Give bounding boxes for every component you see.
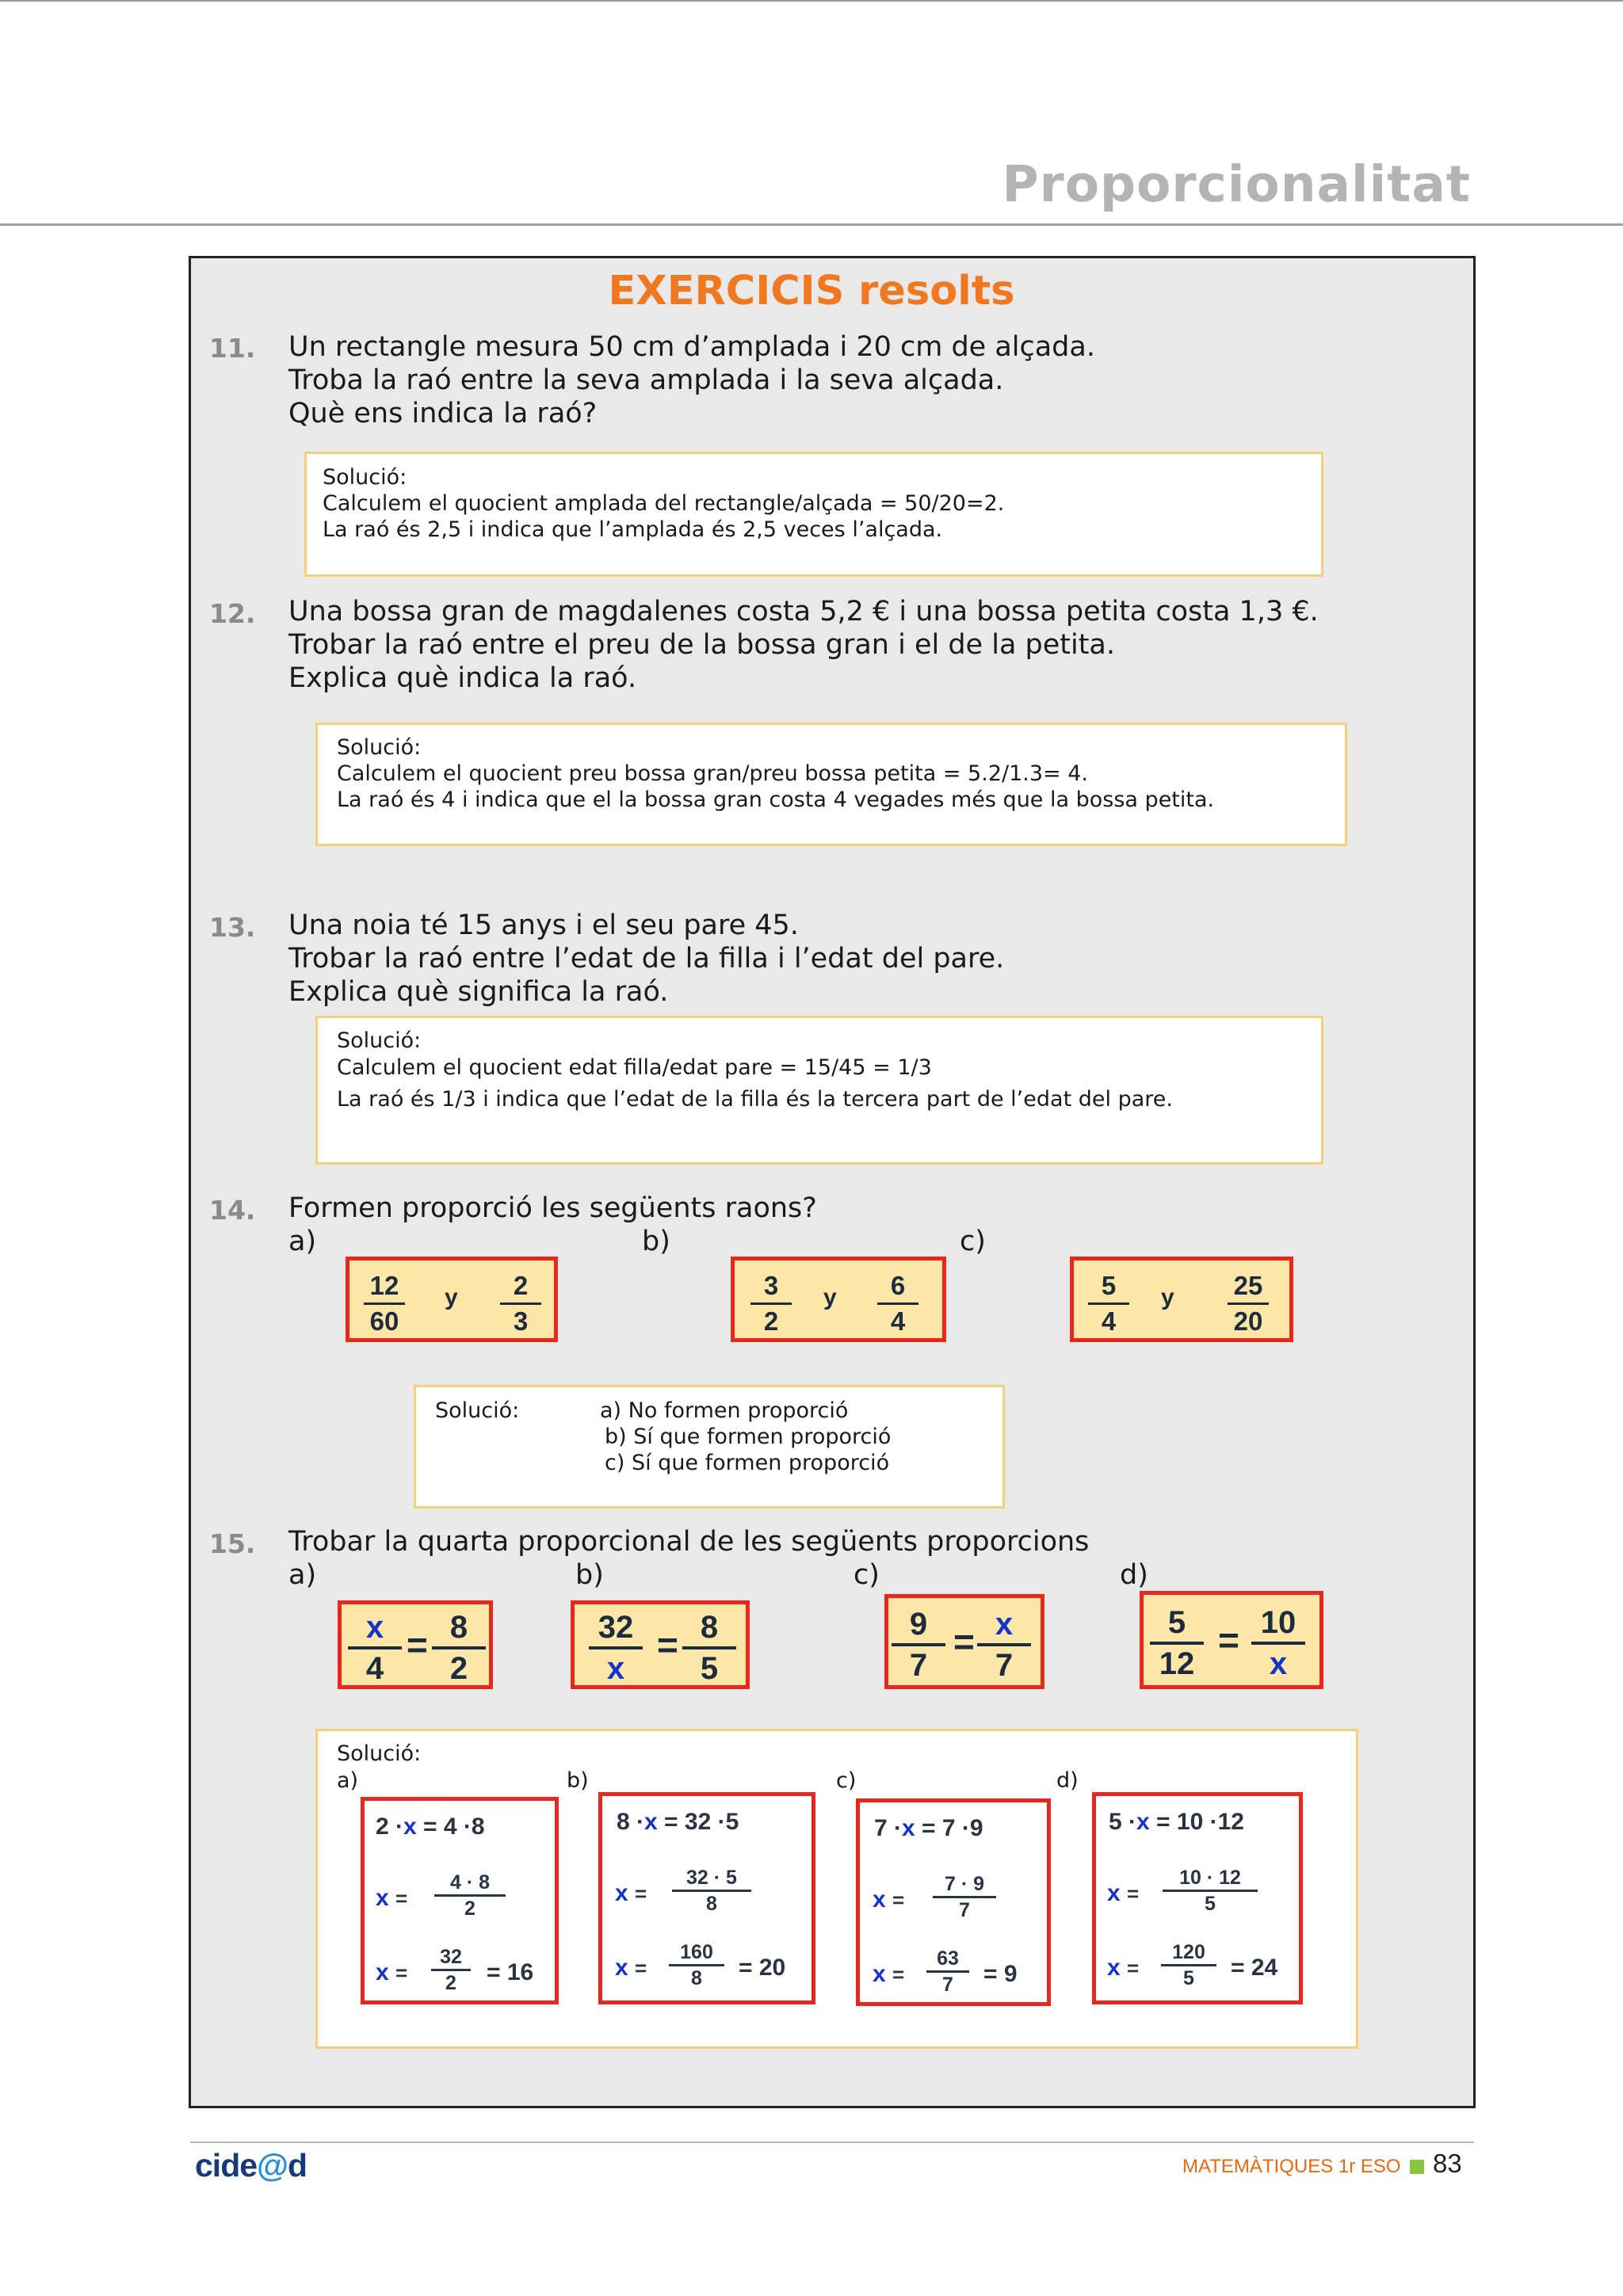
step-equation: 8 ·x = 32 ·5 [617,1809,739,1835]
worked-label: c) [836,1768,857,1793]
proportion-box [1140,1591,1323,1689]
page-number: 83 [1433,2149,1462,2178]
numerator: 9 [909,1607,928,1642]
worked-solution-box [1092,1792,1303,2004]
option-label: b) [575,1559,604,1591]
denominator: 4 [890,1306,906,1336]
solution-label: Solució: [337,735,422,760]
connector-word: y [1161,1284,1174,1310]
connector-word: y [445,1284,458,1310]
fraction [747,1270,795,1337]
fraction-bar [500,1302,541,1305]
worked-label: d) [1056,1768,1079,1793]
fraction: 7 · 9 7 [933,1872,996,1922]
fraction [497,1270,544,1337]
denominator: 4 [365,1651,384,1686]
worked-label: b) [567,1768,589,1793]
fraction-bar [877,1302,918,1305]
denominator: 2 [763,1306,779,1336]
denominator: x [1269,1646,1288,1681]
denominator: 7 [995,1648,1014,1683]
exercise-text: Trobar la raó entre el preu de la bossa gran i el de la petita. [288,629,1116,661]
solution-label: Solució: [337,1741,422,1766]
step-equation: 2 ·x = 4 ·8 [376,1814,485,1840]
option-label: c) [960,1226,986,1257]
fraction-bar [432,1646,486,1650]
worked-label: a) [337,1768,359,1793]
option-label: c) [854,1559,880,1591]
numerator: 3 [763,1271,779,1300]
solution-text: La raó és 2,5 i indica que l’amplada és 2,5 veces l’alçada. [323,517,943,542]
step-equation: 5 ·x = 10 ·12 [1109,1809,1244,1835]
fraction-bar [348,1646,402,1650]
fraction [874,1270,922,1337]
option-label: a) [288,1559,317,1591]
fraction-bar [892,1643,945,1646]
proportion-box [571,1600,750,1689]
footer-subject: MATEMÀTIQUES 1r ESO [1182,2156,1401,2177]
denominator: 7 [909,1648,928,1683]
denominator: 20 [1233,1306,1263,1336]
exercise-text: Una noia té 15 anys i el seu pare 45. [288,910,799,941]
numerator: 6 [890,1271,906,1300]
exercise-number: 14. [209,1195,256,1226]
fraction-bar [1228,1302,1269,1305]
variable-x: x = [615,1880,647,1906]
solution-item: c) Sí que formen proporció [605,1451,890,1475]
fraction: 120 5 [1161,1940,1216,1990]
denominator: 60 [369,1306,399,1336]
exercise-text: Una bossa gran de magdalenes costa 5,2 € i una bossa petita costa 1,3 €. [288,596,1319,627]
numerator: 12 [369,1271,399,1300]
numerator: 25 [1233,1271,1263,1300]
denominator: 2 [449,1651,468,1686]
fraction-bar [1251,1642,1305,1645]
equals-sign: = [953,1621,975,1662]
exercise-number: 13. [209,912,256,943]
fraction-bar [750,1302,792,1305]
option-label: a) [288,1226,317,1257]
footer-rule [190,2142,1474,2143]
variable-x: x = [873,1886,905,1913]
top-rule [0,0,1623,2]
fraction [345,1609,405,1687]
solution-text: La raó és 4 i indica que el la bossa gran costa 4 vegades més que la bossa petita. [337,788,1215,812]
exercise-number: 11. [209,333,256,364]
result: = 24 [1231,1955,1278,1981]
worked-solution-box [856,1798,1051,2006]
exercise-text: Què ens indica la raó? [288,398,598,429]
exercise-text: Trobar la raó entre l’edat de la filla i l’edat del pare. [288,943,1005,974]
step-equation: 7 ·x = 7 ·9 [874,1815,983,1841]
exercise-text: Trobar la quarta proporcional de les següents proporcions [288,1526,1090,1558]
variable-x: x = [376,1959,408,1985]
numerator: 8 [700,1610,719,1645]
green-square-icon [1410,2160,1424,2174]
fraction: 4 · 8 2 [434,1871,506,1920]
solution-label: Solució: [435,1398,520,1423]
fraction [679,1609,739,1687]
fraction-bar [1150,1642,1204,1645]
fraction [1224,1270,1272,1337]
solution-text: Calculem el quocient edat filla/edat pare = 15/45 = 1/3 [337,1055,932,1080]
connector-word: y [823,1284,837,1310]
result: = 9 [983,1961,1018,1987]
denominator: 5 [700,1651,719,1686]
section-heading: EXERCICIS resolts [608,268,1015,315]
variable-x: x = [376,1885,408,1911]
option-label: b) [642,1226,670,1257]
proportion-box [338,1600,493,1689]
solution-text: Calculem el quocient amplada del rectangle/alçada = 50/20=2. [323,491,1005,516]
denominator: x [606,1651,625,1686]
solution-item: b) Sí que formen proporció [605,1425,892,1449]
solution-label: Solució: [337,1028,422,1053]
numerator: 10 [1260,1605,1296,1640]
cidead-logo[interactable]: cide@d [195,2147,307,2183]
denominator: 12 [1159,1646,1195,1681]
fraction-bar [682,1646,736,1650]
proportion-box [884,1594,1044,1689]
fraction: 10 · 12 5 [1163,1866,1258,1916]
numerator: 32 [598,1610,634,1645]
numerator: 2 [513,1271,529,1300]
variable-x: x = [873,1961,905,1987]
exercise-text: Explica què significa la raó. [288,976,669,1008]
fraction: 63 7 [926,1947,969,1997]
worked-solution-box [361,1797,559,2004]
equals-sign: = [657,1624,678,1665]
solution-text: Calculem el quocient preu bossa gran/preu bossa petita = 5.2/1.3= 4. [337,761,1088,786]
page-title: Proporcionalitat [1002,155,1471,213]
fraction [974,1606,1034,1684]
solution-text: La raó és 1/3 i indica que l’edat de la filla és la tercera part de l’edat del pare. [337,1087,1173,1112]
variable-x: x = [1107,1880,1140,1906]
fraction [429,1609,489,1687]
exercise-number: 15. [209,1528,256,1559]
exercise-text: Troba la raó entre la seva amplada i la seva alçada. [288,364,1004,396]
numerator: x [995,1607,1014,1642]
ratio-pair-box [1070,1257,1293,1342]
denominator: 3 [513,1306,529,1336]
equals-sign: = [407,1624,428,1665]
fraction [1085,1270,1132,1337]
fraction-bar [977,1643,1031,1646]
variable-x: x = [1107,1955,1140,1981]
exercise-number: 12. [209,598,256,629]
result: = 16 [487,1959,534,1985]
fraction: 32 · 5 8 [672,1866,751,1916]
title-rule [0,223,1623,226]
fraction [361,1270,408,1337]
exercise-text: Explica què indica la raó. [288,662,637,694]
option-label: d) [1120,1559,1148,1591]
solution-label: Solució: [323,465,407,490]
numerator: 5 [1167,1605,1186,1640]
exercise-text: Un rectangle mesura 50 cm d’amplada i 20 cm de alçada. [288,331,1095,363]
numerator: x [365,1610,384,1645]
fraction: 32 2 [431,1945,471,1995]
fraction-bar [1088,1302,1129,1305]
fraction [586,1609,646,1687]
fraction [1248,1604,1308,1682]
equals-sign: = [1218,1619,1239,1661]
ratio-pair-box [346,1257,558,1342]
result: = 20 [739,1955,786,1981]
numerator: 5 [1101,1271,1117,1300]
denominator: 4 [1101,1306,1117,1336]
numerator: 8 [449,1610,468,1645]
variable-x: x = [615,1955,647,1981]
fraction [888,1606,949,1684]
exercise-text: Formen proporció les següents raons? [288,1192,817,1224]
fraction-bar [589,1646,643,1650]
worked-solution-box [598,1792,815,2004]
solution-item: a) No formen proporció [600,1398,849,1423]
ratio-pair-box [731,1257,946,1342]
fraction [1147,1604,1207,1682]
fraction: 160 8 [669,1940,724,1990]
fraction-bar [364,1302,405,1305]
